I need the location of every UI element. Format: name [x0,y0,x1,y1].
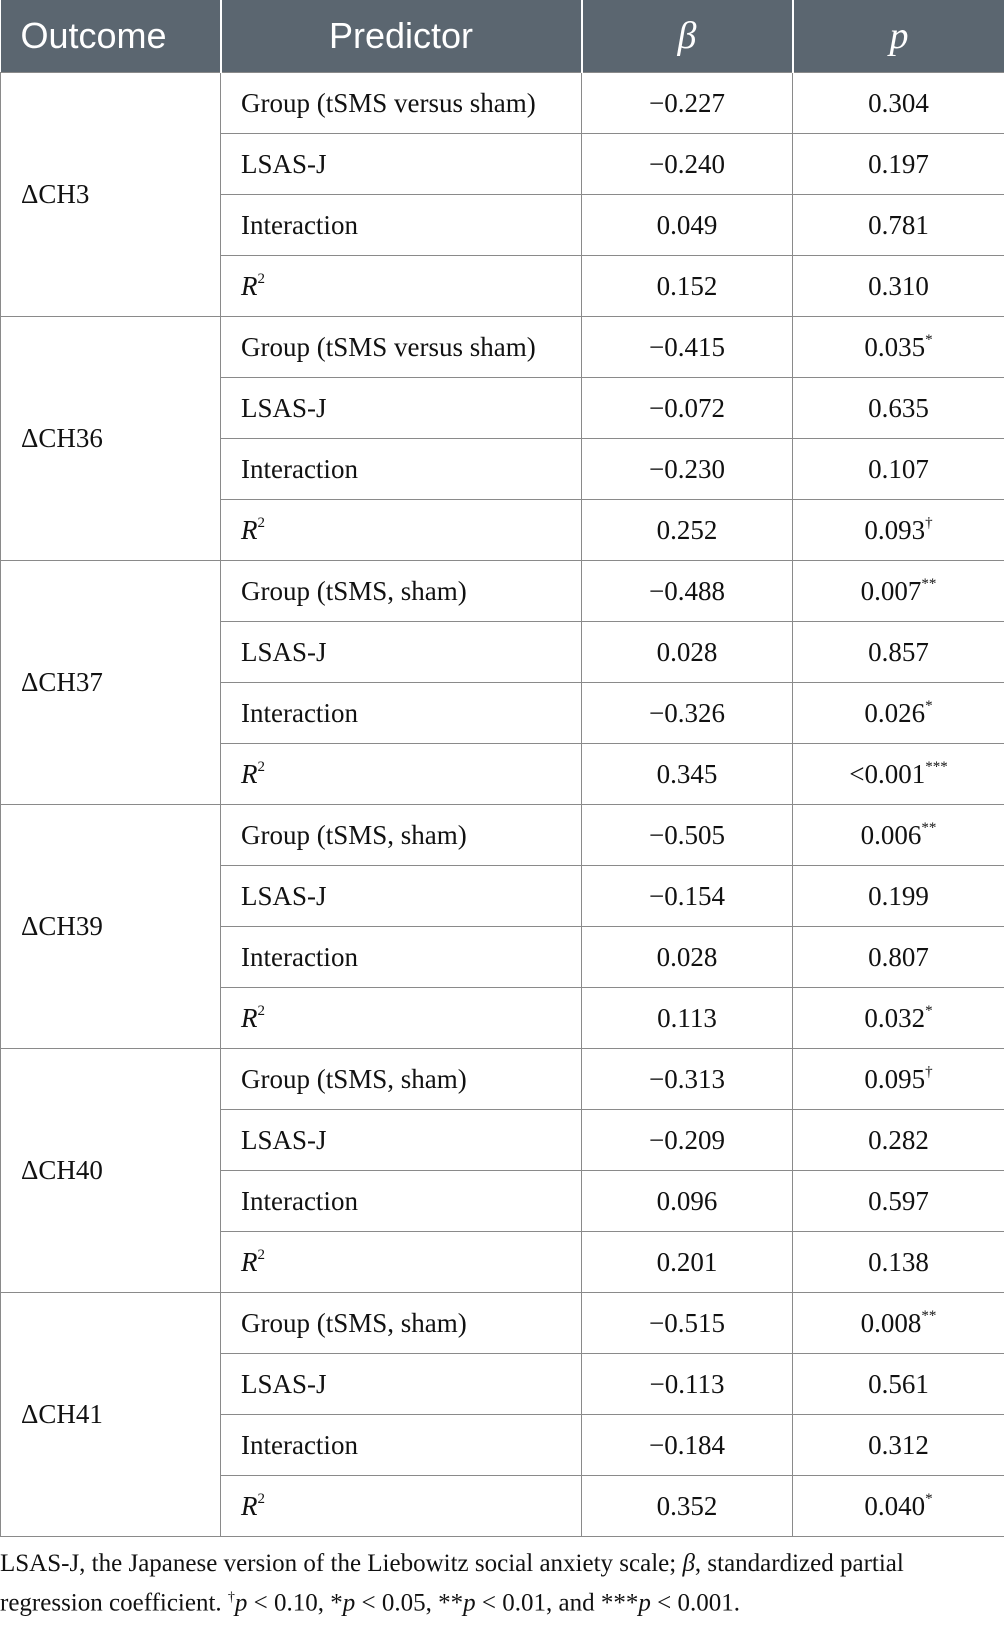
p-value: 0.007 [860,575,922,606]
predictor-cell [221,500,582,561]
significance-mark: † [925,514,933,531]
p-value-cell [793,317,1004,378]
predictor-cell: Group (tSMS, sham) [221,1293,582,1354]
r-squared-exponent: 2 [257,1490,265,1507]
predictor-cell: Interaction [221,927,582,988]
p-value-cell [793,561,1004,622]
p-value: 0.008 [860,1307,922,1338]
significance-mark: * [925,1002,933,1019]
significance-mark: * [925,697,933,714]
footnote-t4: < 0.001. [650,1589,740,1617]
footnote-beta: β [682,1550,695,1577]
significance-mark: ** [921,575,937,592]
p-value-cell [793,134,1004,195]
beta-cell: −0.072 [582,378,793,439]
significance-mark: † [925,1063,933,1080]
r-squared-exponent: 2 [257,1002,265,1019]
predictor-cell [221,744,582,805]
outcome-cell: ΔCH39 [1,805,221,1049]
footnote-text-1-end: , standardized partial [694,1550,904,1577]
r-squared-symbol: R [241,1002,258,1033]
p-value: 0.095 [864,1063,926,1094]
outcome-cell: ΔCH41 [1,1293,221,1537]
p-value-cell [793,1415,1004,1476]
p-value: 0.635 [868,392,929,423]
predictor-cell: LSAS-J [221,134,582,195]
beta-cell: −0.184 [582,1415,793,1476]
predictor-cell: Interaction [221,1171,582,1232]
p-value: 0.310 [868,270,929,301]
footnote-p1: p [234,1589,248,1617]
footnote-p3: p [463,1589,476,1617]
footnote-p2: p [342,1589,356,1617]
p-value-cell [793,988,1004,1049]
beta-cell: 0.113 [582,988,793,1049]
footnote-t3: < 0.01, and *** [475,1589,639,1617]
p-value: 0.138 [868,1246,929,1277]
beta-cell: 0.096 [582,1171,793,1232]
r-squared-symbol: R [241,1490,258,1521]
p-value-cell [793,378,1004,439]
r-squared-symbol: R [241,270,258,301]
p-value: 0.807 [868,941,929,972]
predictor-cell: Group (tSMS versus sham) [221,73,582,134]
table-header [1,0,1004,73]
significance-mark: ** [921,1307,937,1324]
p-value-cell [793,73,1004,134]
p-value: 0.093 [864,514,926,545]
p-value-cell [793,439,1004,500]
beta-cell: −0.209 [582,1110,793,1171]
predictor-cell: LSAS-J [221,866,582,927]
p-value: 0.006 [860,819,922,850]
outcome-cell: ΔCH3 [1,73,221,317]
p-value-cell [793,1293,1004,1354]
p-value: 0.282 [868,1124,929,1155]
significance-mark: * [925,1490,933,1507]
predictor-cell: LSAS-J [221,1110,582,1171]
predictor-cell: LSAS-J [221,378,582,439]
p-value: 0.561 [868,1368,929,1399]
header-beta: β [582,0,793,73]
p-value-cell [793,1171,1004,1232]
table-row [1,561,1004,622]
p-value-cell [793,683,1004,744]
beta-cell: −0.113 [582,1354,793,1415]
footnote-p4: p [638,1589,651,1617]
beta-cell: 0.049 [582,195,793,256]
beta-cell: −0.488 [582,561,793,622]
significance-mark: ** [921,819,937,836]
p-value-cell [793,1110,1004,1171]
p-value: 0.199 [868,880,929,911]
beta-cell: −0.515 [582,1293,793,1354]
p-value-cell [793,1476,1004,1537]
beta-cell: 0.345 [582,744,793,805]
p-value: 0.107 [868,453,929,484]
p-value-cell [793,1232,1004,1293]
predictor-cell: Group (tSMS versus sham) [221,317,582,378]
r-squared-exponent: 2 [257,514,265,531]
footnote-t1: < 0.10, * [247,1589,343,1617]
predictor-cell: LSAS-J [221,622,582,683]
table-row [1,1049,1004,1110]
p-value: 0.857 [868,636,929,667]
predictor-cell [221,1232,582,1293]
p-value-cell [793,256,1004,317]
significance-mark: *** [925,758,948,775]
beta-cell: −0.227 [582,73,793,134]
beta-cell: −0.230 [582,439,793,500]
table-row [1,805,1004,866]
p-value-cell [793,866,1004,927]
predictor-cell: Interaction [221,1415,582,1476]
p-value: 0.040 [864,1490,926,1521]
outcome-cell: ΔCH40 [1,1049,221,1293]
table-row [1,317,1004,378]
predictor-cell [221,1476,582,1537]
header-outcome: Outcome [1,0,221,73]
header-row [1,0,1004,73]
significance-mark: * [925,331,933,348]
beta-cell: 0.201 [582,1232,793,1293]
beta-cell: 0.028 [582,927,793,988]
predictor-cell: Interaction [221,439,582,500]
beta-cell: −0.505 [582,805,793,866]
header-p: p [793,0,1004,73]
p-value-cell [793,1354,1004,1415]
p-value: 0.312 [868,1429,929,1460]
beta-cell: 0.252 [582,500,793,561]
beta-cell: −0.313 [582,1049,793,1110]
table-footnote [0,1537,1004,1620]
header-predictor: Predictor [221,0,582,73]
beta-cell: 0.352 [582,1476,793,1537]
outcome-cell: ΔCH36 [1,317,221,561]
predictor-cell: Group (tSMS, sham) [221,561,582,622]
r-squared-exponent: 2 [257,1246,265,1263]
predictor-cell [221,256,582,317]
r-squared-symbol: R [241,758,258,789]
p-value-cell [793,805,1004,866]
footnote-text-2: regression coefficient. [0,1589,228,1617]
p-value: 0.032 [864,1002,926,1033]
footnote-dagger: † [227,1590,235,1605]
table-row [1,73,1004,134]
p-value-cell [793,622,1004,683]
outcome-cell: ΔCH37 [1,561,221,805]
footnote-t2: < 0.05, ** [355,1589,464,1617]
predictor-cell [221,988,582,1049]
p-value: 0.035 [864,331,926,362]
p-value-cell [793,744,1004,805]
beta-cell: −0.240 [582,134,793,195]
predictor-cell: Interaction [221,683,582,744]
predictor-cell: Group (tSMS, sham) [221,805,582,866]
p-value-cell [793,195,1004,256]
table-row [1,1293,1004,1354]
r-squared-exponent: 2 [257,270,265,287]
p-value-cell [793,500,1004,561]
r-squared-exponent: 2 [257,758,265,775]
predictor-cell: Interaction [221,195,582,256]
beta-cell: −0.326 [582,683,793,744]
beta-cell: 0.152 [582,256,793,317]
p-value: 0.304 [868,87,929,118]
p-value-cell [793,927,1004,988]
p-value-cell [793,1049,1004,1110]
predictor-cell: LSAS-J [221,1354,582,1415]
predictor-cell: Group (tSMS, sham) [221,1049,582,1110]
r-squared-symbol: R [241,1246,258,1277]
footnote-text-1: LSAS-J, the Japanese version of the Liebowitz social anxiety scale; [0,1550,683,1577]
table-body [1,73,1004,1537]
p-value: <0.001 [849,758,926,789]
beta-cell: 0.028 [582,622,793,683]
p-value: 0.781 [868,209,929,240]
p-value: 0.026 [864,697,926,728]
beta-cell: −0.154 [582,866,793,927]
p-value: 0.197 [868,148,929,179]
r-squared-symbol: R [241,514,258,545]
beta-cell: −0.415 [582,317,793,378]
p-value: 0.597 [868,1185,929,1216]
